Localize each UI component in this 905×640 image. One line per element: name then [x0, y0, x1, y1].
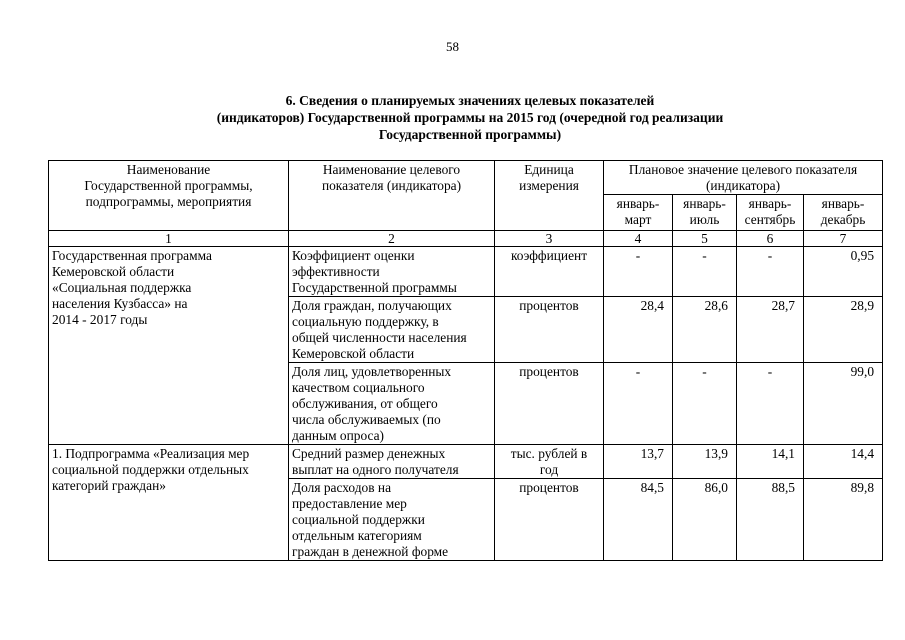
program-cell: 1. Подпрограмма «Реализация мер социальной поддержки отдельных категорий граждан»: [49, 445, 289, 561]
header-program: Наименование Государственной программы, подпрограммы, мероприятия: [49, 161, 289, 231]
header-period-year: январь- декабрь: [804, 195, 883, 231]
column-number: 7: [804, 231, 883, 247]
value-cell: 28,9: [804, 297, 883, 363]
value-cell: -: [737, 363, 804, 445]
value-cell: 86,0: [673, 479, 737, 561]
header-period-h1: январь- июль: [673, 195, 737, 231]
indicator-cell: Коэффициент оценки эффективности Государственной программы: [289, 247, 495, 297]
value-cell: -: [673, 363, 737, 445]
table-row: [49, 247, 883, 297]
header-period-q1: январь- март: [604, 195, 673, 231]
value-cell: -: [604, 363, 673, 445]
column-number: 2: [289, 231, 495, 247]
program-cell: Государственная программа Кемеровской области «Социальная поддержка населения Кузбасса» на 2014 - 2017 годы: [49, 247, 289, 445]
unit-cell: коэффициент: [495, 247, 604, 297]
value-cell: -: [673, 247, 737, 297]
table-row: [49, 445, 883, 479]
value-cell: 28,6: [673, 297, 737, 363]
value-cell: 84,5: [604, 479, 673, 561]
indicators-table: [48, 160, 883, 561]
indicator-cell: Доля расходов на предоставление мер социальной поддержки отдельным категориям граждан в денежной форме: [289, 479, 495, 561]
column-number: 6: [737, 231, 804, 247]
title-line: Государственной программы): [378, 127, 562, 142]
column-number: 1: [49, 231, 289, 247]
value-cell: 28,4: [604, 297, 673, 363]
column-numbers-row: [49, 231, 883, 247]
value-cell: 14,1: [737, 445, 804, 479]
title-line: 6. Сведения о планируемых значениях целевых показателей: [285, 93, 655, 108]
column-number: 4: [604, 231, 673, 247]
page-number: 58: [446, 39, 459, 54]
unit-cell: тыс. рублей в год: [495, 445, 604, 479]
title-line: (индикаторов) Государственной программы на 2015 год (очередной год реализации: [216, 110, 724, 125]
header-indicator: Наименование целевого показателя (индикатора): [289, 161, 495, 231]
value-cell: 28,7: [737, 297, 804, 363]
value-cell: -: [604, 247, 673, 297]
indicator-cell: Доля лиц, удовлетворенных качеством социального обслуживания, от общего числа обслуживаемых (по данным опроса): [289, 363, 495, 445]
value-cell: 88,5: [737, 479, 804, 561]
unit-cell: процентов: [495, 479, 604, 561]
document-title: [120, 92, 820, 143]
header-planned: Плановое значение целевого показателя (индикатора): [604, 161, 883, 195]
value-cell: 99,0: [804, 363, 883, 445]
indicator-cell: Доля граждан, получающих социальную поддержку, в общей численности населения Кемеровской области: [289, 297, 495, 363]
value-cell: -: [737, 247, 804, 297]
value-cell: 13,7: [604, 445, 673, 479]
header-unit: Единица измерения: [495, 161, 604, 231]
header-period-9m: январь- сентябрь: [737, 195, 804, 231]
value-cell: 13,9: [673, 445, 737, 479]
indicator-cell: Средний размер денежных выплат на одного получателя: [289, 445, 495, 479]
value-cell: 0,95: [804, 247, 883, 297]
column-number: 3: [495, 231, 604, 247]
header-row: [49, 161, 883, 195]
value-cell: 14,4: [804, 445, 883, 479]
unit-cell: процентов: [495, 297, 604, 363]
column-number: 5: [673, 231, 737, 247]
value-cell: 89,8: [804, 479, 883, 561]
unit-cell: процентов: [495, 363, 604, 445]
